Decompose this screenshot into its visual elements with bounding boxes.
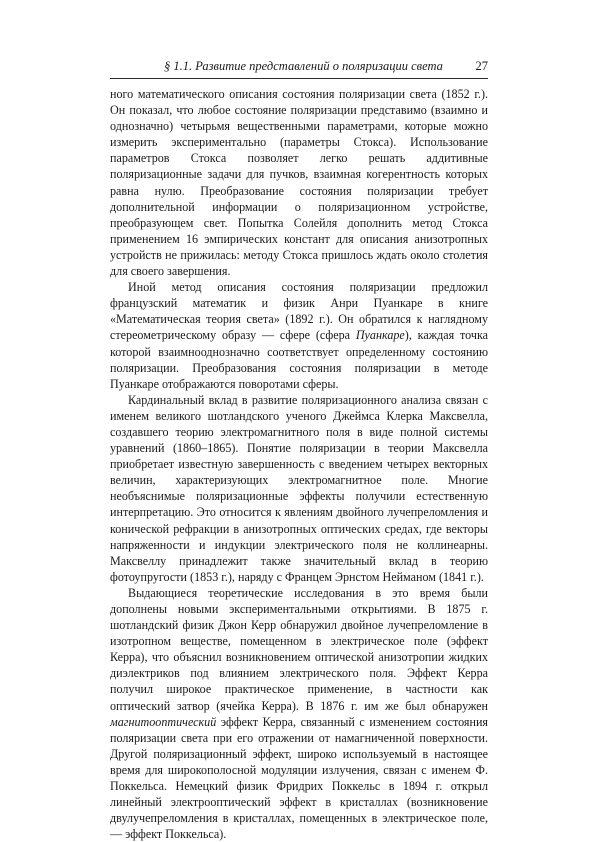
paragraph-kerr-pockels — [110, 585, 488, 842]
page-number: 27 — [475, 59, 488, 73]
italic-term: магнитооптический — [110, 714, 217, 729]
italic-term: Пуанкаре — [355, 328, 405, 343]
running-header — [110, 58, 488, 79]
paragraph-text: ного математического описания состояния поляризации света (1852 г.). Он показал, что любое состояние поляризации представимо (взаимно и однозначно) четырьмя вещественными параметрами, которые можно измерить экспериментально (параметры Стокса). Использование параметров Стокса позволяет легко решать аддитивные поляризационные задачи для пучков, взаимная когерентность которых равна нулю. Преобразование состояния поляризации требует дополнительной информации о поляризационном устройстве, преобразующем свет. Попытка Солейля дополнить метод Стокса применением 16 эмпирических констант для описания анизотропных устройств не прижилась: методу Стокса пришлось ждать около столетия для своего завершения. — [110, 87, 488, 279]
paragraph-text: Выдающиеся теоретические исследования в это время были дополнены новыми экспериментальными открытиями. В 1875 г. шотландский физик Джон Керр обнаружил двойное лучепреломление в изотропном веществе, помещенном в электрическое поле (эффект Керра), что объяснил возникновением оптической анизотропии жидких диэлектриков под влиянием электрического поля. Эффект Керра получил широкое практическое применение, в частности как оптический затвор (ячейка Керра). В 1876 г. им же был обнаружен — [110, 585, 488, 713]
paragraph-stokes — [110, 86, 488, 279]
paragraph-text: Иной метод описания состояния поляризации предложил французский математик и физик Анри Пуанкаре в книге «Математическая теория света» (1892 г.). Он обратился к наглядному стереометрическому образу — сфере (сфера — [110, 280, 488, 343]
paragraph-maxwell — [110, 392, 488, 585]
section-title: § 1.1. Развитие представлений о поляризации света — [164, 59, 443, 73]
paragraph-text: Кардинальный вклад в развитие поляризационного анализа связан с именем великого шотландского ученого Джеймса Клерка Максвелла, создавшего теорию электромагнитного поля в виде полной системы уравнений (1860–1865). Понятие поляризации в теории Максвелла приобретает известную завершенность с введением четырех векторных величин, характеризующих электромагнитное поле. Многие необъяснимые поляризационные эффекты получили естественную интерпретацию. Это относится к явлениям двойного лучепреломления и конической рефракции в анизотропных оптических средах, где векторы напряженности и индукции электрического поля не коллинеарны. Максвеллу принадлежит также значительный вклад в теорию фотоупругости (1853 г.), наряду с Францем Эрнстом Нейманом (1841 г.). — [110, 392, 488, 584]
paragraph-text: ), каждая точка которой взаимнооднозначно соответствует определенному состоянию поляризации. Преобразования состояния поляризации в методе Пуанкаре отображаются поворотами сферы. — [110, 328, 488, 391]
paragraph-poincare — [110, 279, 488, 392]
body-text — [110, 86, 488, 842]
paragraph-text: эффект Керра, связанный с изменением состояния поляризации света при его отражении от намагниченной поверхности. Другой поляризационный эффект, широко используемый в настоящее время для широкополосной модуляции излучения, связан с именем Ф. Поккельса. Немецкий физик Фридрих Поккельс в 1894 г. открыл линейный электрооптический эффект в кристаллах (возникновение двулучепреломления в кристаллах, помещенных в электрическое поле, — эффект Поккельса). — [110, 714, 488, 842]
